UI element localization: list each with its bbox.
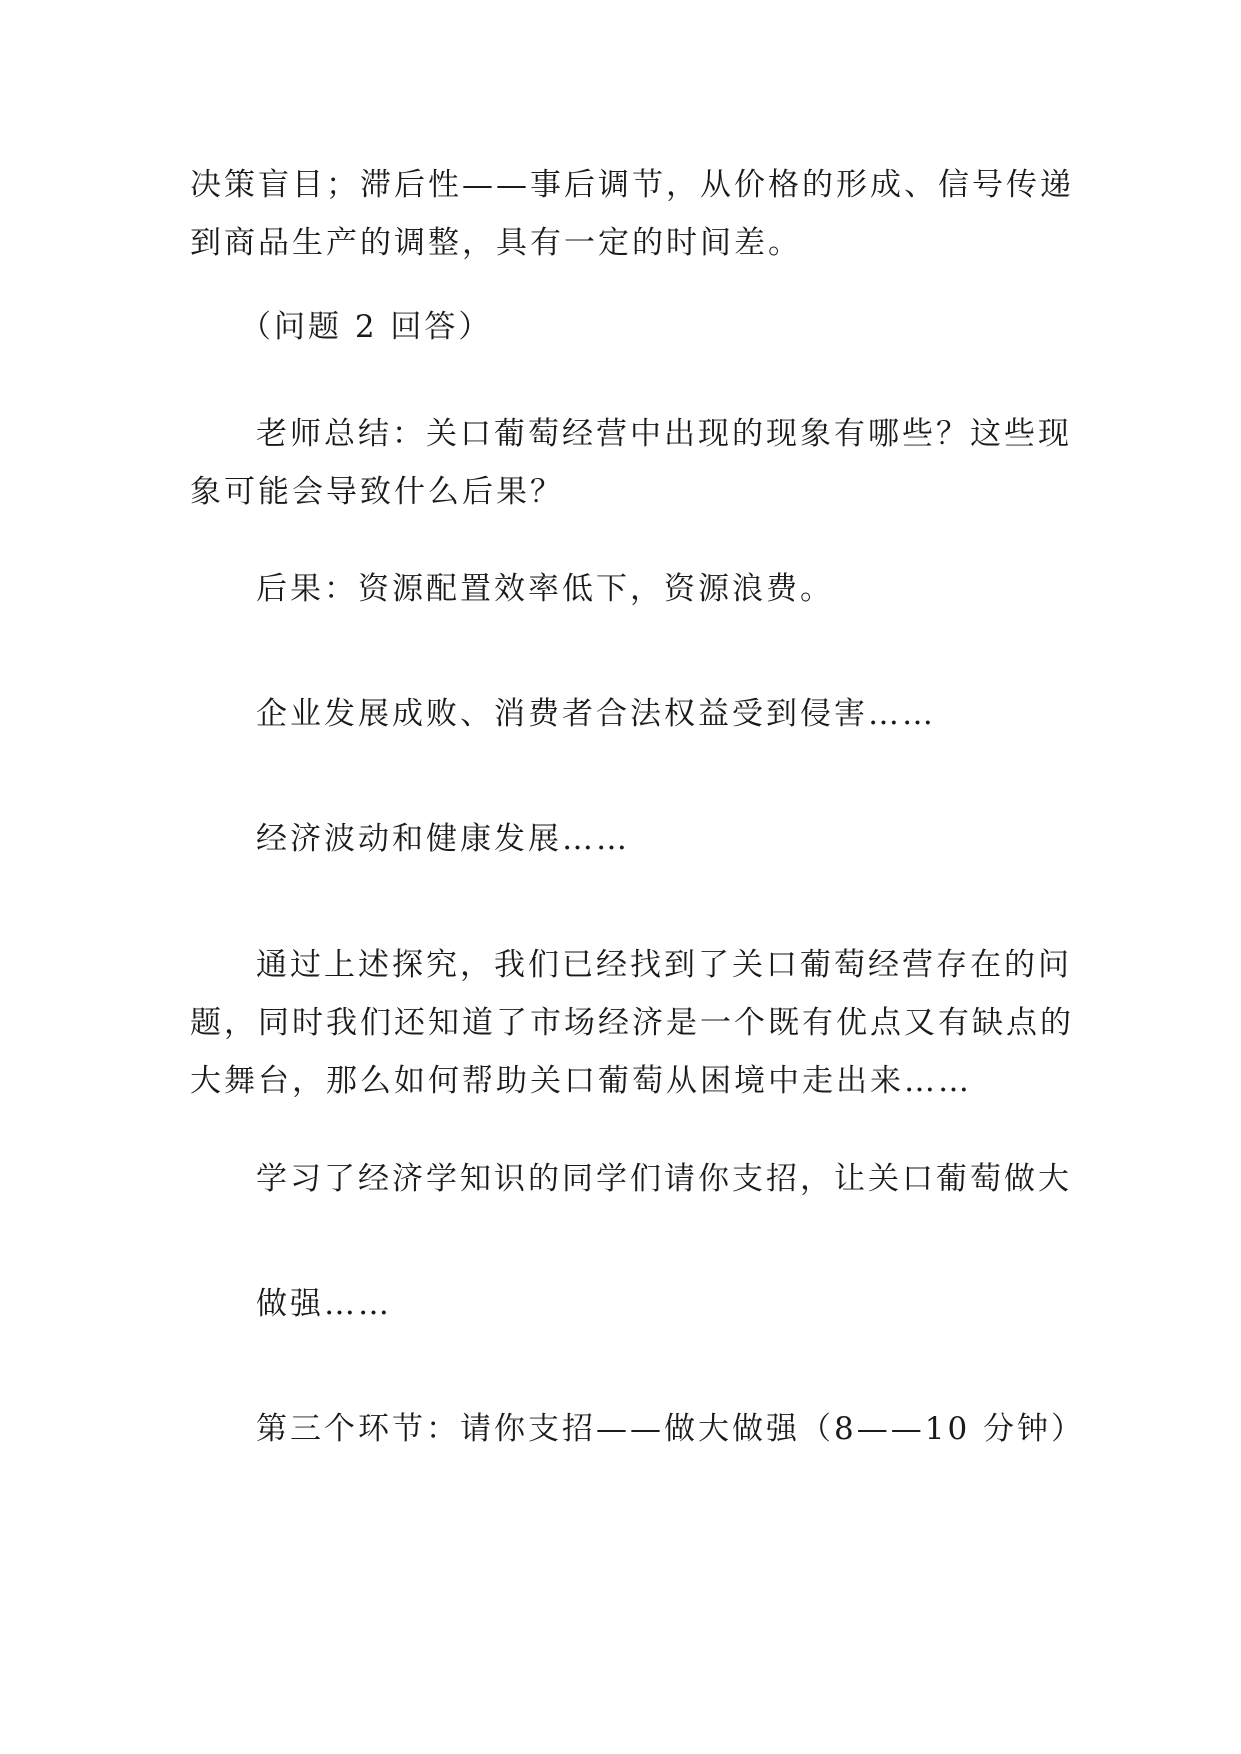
text-line: 经济波动和健康发展…… — [256, 821, 630, 857]
paragraph-advice — [256, 1150, 1072, 1208]
paragraph-grow-strong — [256, 1275, 1056, 1333]
text-line: 通过上述探究，我们已经找到了关口葡萄经营存在的问 — [256, 947, 1072, 983]
paragraph-consequences — [256, 560, 1056, 618]
text-line: 题，同时我们还知道了市场经济是一个既有优点又有缺点的 — [190, 1005, 1074, 1041]
text-line: 大舞台，那么如何帮助关口葡萄从困境中走出来…… — [190, 1063, 972, 1099]
text-line: 做强…… — [256, 1286, 392, 1322]
paragraph-enterprise — [256, 685, 1056, 743]
text-line: 第三个环节：请你支招——做大做强（8——10 分钟） — [256, 1411, 1086, 1447]
paragraph-teacher-summary — [190, 405, 1072, 521]
paragraph-exploration — [190, 936, 1074, 1110]
paragraph-market-defects — [190, 156, 1074, 272]
text-line: 决策盲目；滞后性——事后调节，从价格的形成、信号传递 — [190, 167, 1074, 203]
text-line: 到商品生产的调整，具有一定的时间差。 — [190, 225, 802, 261]
text-line: （问题 2 回答） — [240, 309, 493, 345]
text-line: 企业发展成败、消费者合法权益受到侵害…… — [256, 696, 936, 732]
paragraph-third-section — [256, 1400, 1086, 1458]
text-line: 象可能会导致什么后果？ — [190, 474, 564, 510]
paragraph-economy — [256, 810, 1056, 868]
text-line: 学习了经济学知识的同学们请你支招，让关口葡萄做大 — [256, 1161, 1072, 1197]
text-line: 老师总结：关口葡萄经营中出现的现象有哪些？这些现 — [256, 416, 1072, 452]
text-line: 后果：资源配置效率低下，资源浪费。 — [256, 571, 834, 607]
paragraph-question-2-answer — [240, 298, 1100, 356]
